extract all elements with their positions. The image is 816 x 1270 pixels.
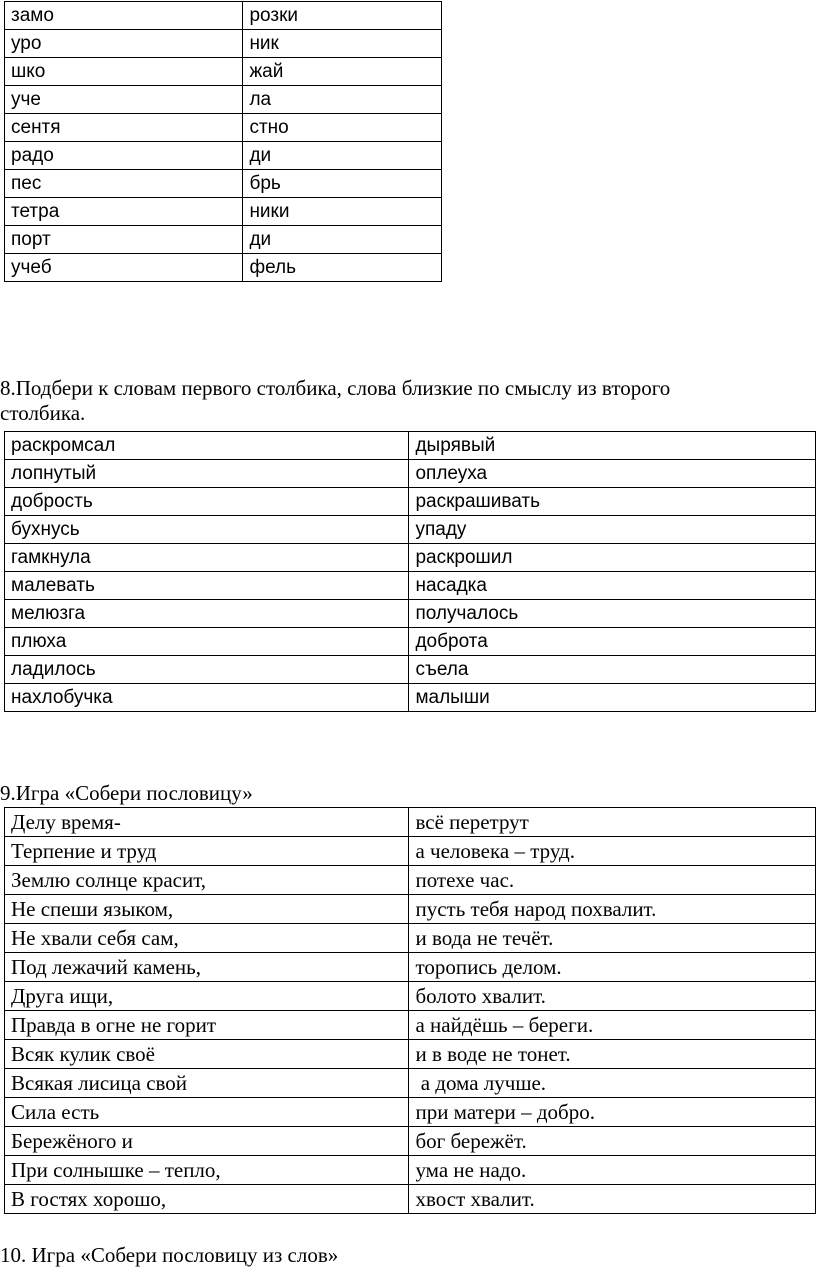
table-row <box>5 58 442 86</box>
table-row <box>5 2 442 30</box>
table-row <box>5 628 816 656</box>
table-cell: бухнусь <box>5 516 409 544</box>
table-cell: лопнутый <box>5 460 409 488</box>
table-cell: фель <box>243 254 442 282</box>
table-cell: а дома лучше. <box>409 1069 816 1098</box>
table-cell: плюха <box>5 628 409 656</box>
table-cell: съела <box>409 656 816 684</box>
table-cell: радо <box>5 142 243 170</box>
table-cell: оплеуха <box>409 460 816 488</box>
task10-heading: 10. Игра «Собери пословицу из слов» <box>0 1243 339 1267</box>
table-cell: мелюзга <box>5 600 409 628</box>
table-cell: При солнышке – тепло, <box>5 1156 409 1185</box>
table-cell: малыши <box>409 684 816 712</box>
table-cell: Бережёного и <box>5 1127 409 1156</box>
table-cell: малевать <box>5 572 409 600</box>
table-cell: ладилось <box>5 656 409 684</box>
table-cell: Не спеши языком, <box>5 895 409 924</box>
table-cell: стно <box>243 114 442 142</box>
table-cell: ла <box>243 86 442 114</box>
table-row <box>5 544 816 572</box>
table-row <box>5 254 442 282</box>
table-row <box>5 114 442 142</box>
table-cell: В гостях хорошо, <box>5 1185 409 1214</box>
table-cell: Сила есть <box>5 1098 409 1127</box>
table-cell: жай <box>243 58 442 86</box>
table-cell: при матери – добро. <box>409 1098 816 1127</box>
table-row <box>5 982 816 1011</box>
table-cell: гамкнула <box>5 544 409 572</box>
table-row <box>5 866 816 895</box>
table-row <box>5 808 816 837</box>
table-cell: пес <box>5 170 243 198</box>
table-cell: Не хвали себя сам, <box>5 924 409 953</box>
table-row <box>5 1069 816 1098</box>
table-cell: Всякая лисица свой <box>5 1069 409 1098</box>
table-cell: тетра <box>5 198 243 226</box>
table-row <box>5 572 816 600</box>
table-cell: доброcть <box>5 488 409 516</box>
table-row <box>5 1127 816 1156</box>
table-cell: ди <box>243 142 442 170</box>
table-row <box>5 488 816 516</box>
table-cell: порт <box>5 226 243 254</box>
table-cell: учеб <box>5 254 243 282</box>
table-row <box>5 924 816 953</box>
table-cell: и вода не течёт. <box>409 924 816 953</box>
table-cell: брь <box>243 170 442 198</box>
table-cell: болото хвалит. <box>409 982 816 1011</box>
table-cell: Делу время- <box>5 808 409 837</box>
table-row <box>5 86 442 114</box>
table-row <box>5 1185 816 1214</box>
table-cell: насадка <box>409 572 816 600</box>
table-row <box>5 142 442 170</box>
table-cell: торопись делом. <box>409 953 816 982</box>
table-cell: сентя <box>5 114 243 142</box>
table-row <box>5 837 816 866</box>
table-row <box>5 1040 816 1069</box>
table-cell: а найдёшь – береги. <box>409 1011 816 1040</box>
table-cell: ума не надо. <box>409 1156 816 1185</box>
table-cell: Землю солнце красит, <box>5 866 409 895</box>
table-cell: упаду <box>409 516 816 544</box>
table-cell: доброта <box>409 628 816 656</box>
synonym-table <box>4 431 816 712</box>
table-cell: получалось <box>409 600 816 628</box>
table-cell: а человека – труд. <box>409 837 816 866</box>
table-cell: дырявый <box>409 432 816 460</box>
table-row <box>5 226 442 254</box>
table-row <box>5 684 816 712</box>
table-cell: хвост хвалит. <box>409 1185 816 1214</box>
table-row <box>5 170 442 198</box>
table-cell: нахлобучка <box>5 684 409 712</box>
table-cell: раскромсал <box>5 432 409 460</box>
table-cell: Правда в огне не горит <box>5 1011 409 1040</box>
table-row <box>5 1098 816 1127</box>
table-cell: всё перетрут <box>409 808 816 837</box>
table-cell: раскрашивать <box>409 488 816 516</box>
task8-heading: 8.Подбери к словам первого столбика, слова близкие по смыслу из второго <box>0 376 671 400</box>
table-cell: раскрошил <box>409 544 816 572</box>
table-cell: бог бережёт. <box>409 1127 816 1156</box>
table-row <box>5 516 816 544</box>
table-cell: розки <box>243 2 442 30</box>
table-cell: Всяк кулик своё <box>5 1040 409 1069</box>
table-cell: шко <box>5 58 243 86</box>
table-row <box>5 30 442 58</box>
table-row <box>5 600 816 628</box>
table-row <box>5 198 442 226</box>
table-cell: ди <box>243 226 442 254</box>
table-row <box>5 1156 816 1185</box>
table-cell: и в воде не тонет. <box>409 1040 816 1069</box>
table-row <box>5 460 816 488</box>
table-cell: потехе час. <box>409 866 816 895</box>
table-row <box>5 953 816 982</box>
table-cell: ник <box>243 30 442 58</box>
table-row <box>5 1011 816 1040</box>
table-cell: уче <box>5 86 243 114</box>
table-cell: ники <box>243 198 442 226</box>
table-row <box>5 895 816 924</box>
task8-heading-continued: столбика. <box>0 401 86 425</box>
task9-heading: 9.Игра «Собери пословицу» <box>0 781 253 805</box>
table-row <box>5 656 816 684</box>
table-cell: Друга ищи, <box>5 982 409 1011</box>
table-cell: Под лежачий камень, <box>5 953 409 982</box>
proverb-table <box>4 807 816 1214</box>
table-cell: замо <box>5 2 243 30</box>
table-cell: Терпение и труд <box>5 837 409 866</box>
table-cell: уро <box>5 30 243 58</box>
table-row <box>5 432 816 460</box>
syllable-table <box>4 1 442 282</box>
table-cell: пусть тебя народ похвалит. <box>409 895 816 924</box>
